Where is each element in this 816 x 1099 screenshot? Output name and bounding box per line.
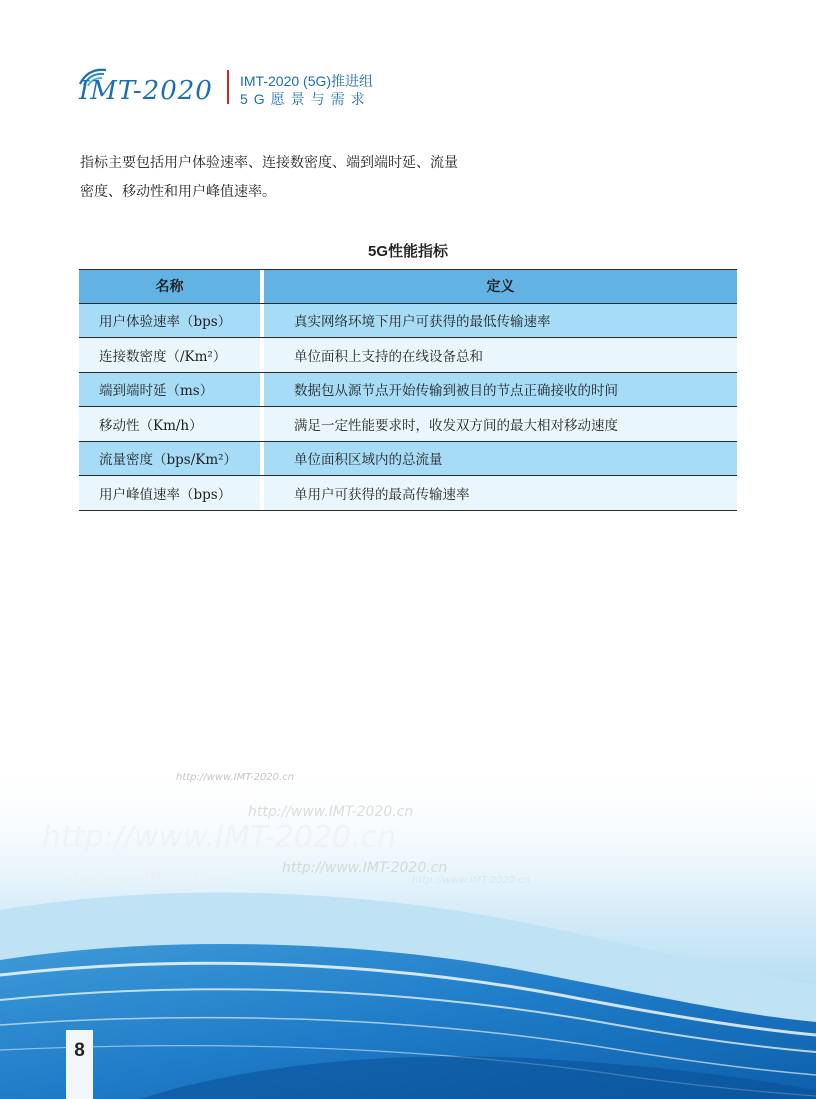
page-number-tab <box>66 1030 93 1099</box>
header-doc-title: 5G愿景与需求 <box>240 91 371 107</box>
table-row <box>79 304 737 339</box>
metric-definition-cell: 单位面积上支持的在线设备总和 <box>264 338 737 373</box>
watermark-text: http://www.IMT-2020.cn <box>42 820 397 855</box>
table-header-row <box>79 269 737 304</box>
table-row <box>79 407 737 442</box>
header-cell-name: 名称 <box>79 269 260 304</box>
intro-line: 密度、移动性和用户峰值速率。 <box>80 184 276 200</box>
header-divider <box>227 70 229 104</box>
imt-2020-logo <box>76 64 216 108</box>
table-row <box>79 476 737 511</box>
table-row <box>79 442 737 477</box>
watermark-text: http://www.IMT-2020.cn <box>282 860 448 876</box>
watermark-text: http://www.IMT-2020.cn <box>412 875 531 886</box>
logo-wordmark: IMT-2020 <box>79 76 213 106</box>
metric-definition-cell: 满足一定性能要求时，收发双方间的最大相对移动速度 <box>264 407 737 442</box>
metric-name-cell: 用户峰值速率（bps） <box>79 476 260 511</box>
table-title: 5G性能指标 <box>367 243 448 260</box>
performance-table <box>79 269 737 511</box>
intro-paragraph <box>80 149 520 207</box>
header-org-name: IMT-2020 (5G)推进组 <box>240 73 374 89</box>
metric-definition-cell: 单用户可获得的最高传输速率 <box>264 476 737 511</box>
header-cell-definition: 定义 <box>264 269 737 304</box>
metric-name-cell: 用户体验速率（bps） <box>79 304 260 339</box>
metric-name-cell: 移动性（Km/h） <box>79 407 260 442</box>
watermark-text: http://www.IMT-2020.cn <box>176 772 295 783</box>
table-row <box>79 338 737 373</box>
table-row <box>79 373 737 408</box>
intro-line: 指标主要包括用户体验速率、连接数密度、端到端时延、流量 <box>80 155 458 171</box>
metric-name-cell: 端到端时延（ms） <box>79 373 260 408</box>
watermark-text: http://www.IMT-2020.cn <box>248 804 414 820</box>
watermark-text: http://www.IMT-2020.cn <box>64 871 230 887</box>
metric-definition-cell: 真实网络环境下用户可获得的最低传输速率 <box>264 304 737 339</box>
metric-definition-cell: 数据包从源节点开始传输到被目的节点正确接收的时间 <box>264 373 737 408</box>
metric-name-cell: 连接数密度（/Km²） <box>79 338 260 373</box>
page-number: 8 <box>74 1040 85 1061</box>
metric-definition-cell: 单位面积区域内的总流量 <box>264 442 737 477</box>
metric-name-cell: 流量密度（bps/Km²） <box>79 442 260 477</box>
